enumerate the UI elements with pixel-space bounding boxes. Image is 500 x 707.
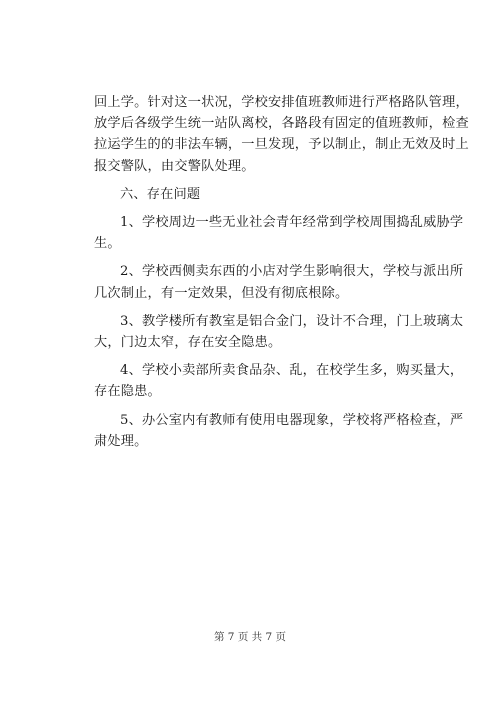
issue-item-3	[94, 311, 464, 353]
issue-item-1	[94, 212, 464, 254]
page-number-footer: 第 7 页 共 7 页	[213, 631, 287, 643]
text-line: 生。	[94, 236, 121, 252]
text-line: 存在隐患。	[94, 384, 161, 400]
text-line: 2、学校西侧卖东西的小店对学生影响很大，学校与派出所	[120, 264, 464, 280]
text-line: 4、学校小卖部所卖食品杂、乱，在校学生多，购买量大，	[120, 363, 464, 379]
text-line: 大，门边太窄，存在安全隐患。	[94, 335, 282, 351]
heading-text: 六、存在问题	[120, 186, 201, 202]
text-line: 报交警队，由交警队处理。	[94, 158, 255, 174]
text-line: 回上学。针对这一状况，学校安排值班教师进行严格路队管理，	[94, 95, 469, 110]
text-line: 放学后各级学生统一站队离校，各路段有固定的值班教师，检查	[94, 116, 469, 132]
section-heading	[94, 184, 449, 205]
issue-item-2	[94, 261, 464, 303]
paragraph-continuation	[94, 92, 469, 177]
issue-item-5	[94, 410, 464, 452]
issue-item-4	[94, 360, 464, 402]
document-body	[94, 92, 469, 452]
text-line: 拉运学生的的非法车辆，一旦发现，予以制止，制止无效及时上	[94, 137, 469, 153]
text-line: 肃处理。	[94, 433, 148, 449]
text-line: 5、办公室内有教师有使用电器现象，学校将严格检查，严	[120, 412, 464, 428]
text-line: 3、教学楼所有教室是铝合金门，设计不合理，门上玻璃太	[120, 313, 464, 329]
text-line: 1、学校周边一些无业社会青年经常到学校周围捣乱威胁学	[120, 215, 464, 231]
text-line: 几次制止，有一定效果，但没有彻底根除。	[94, 285, 349, 301]
